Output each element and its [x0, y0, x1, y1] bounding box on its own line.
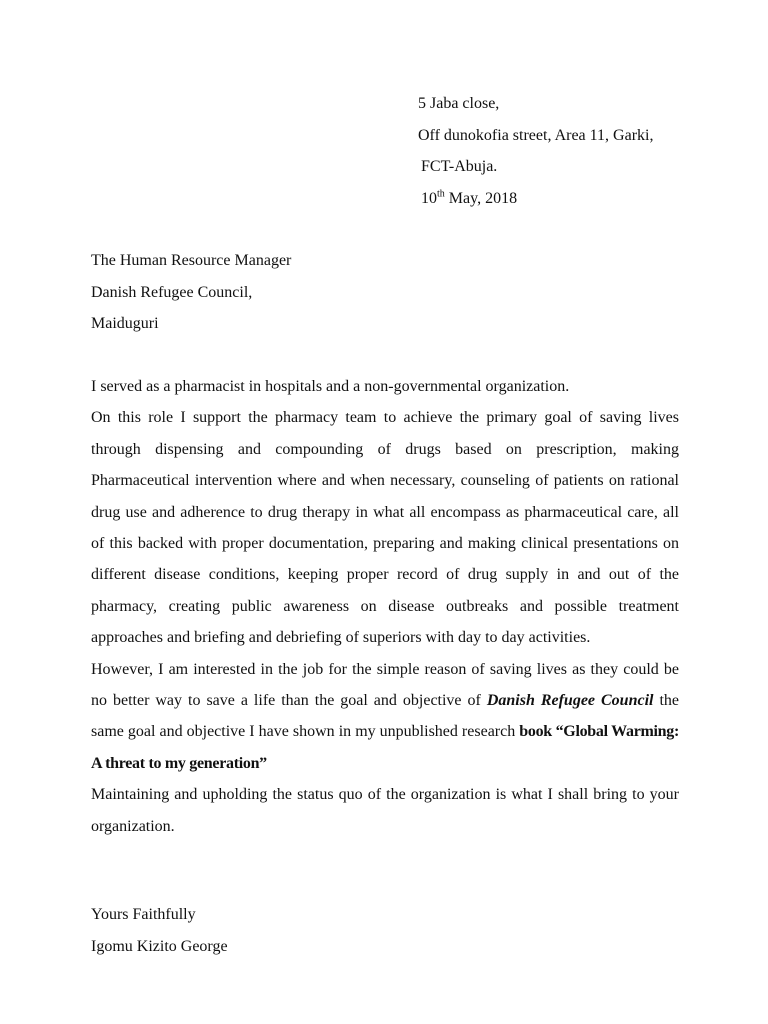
date-rest: May, 2018 [444, 189, 518, 207]
recipient-address [91, 249, 691, 344]
recipient-city: Maiduguri [91, 315, 159, 332]
date-day: 10 [421, 189, 437, 207]
paragraph-3-start: However, I am interested in the job for the simple reason of saving lives as they could be no better way to save a life than the goal and objective of [91, 660, 679, 710]
body-paragraph-4: Maintaining and upholding the status quo of the organization is what I shall bring to your organization. [91, 786, 679, 835]
body-paragraph-1: I served as a pharmacist in hospitals and a non-governmental organization. [91, 378, 570, 395]
address-line-1: 5 Jaba close, [418, 95, 500, 112]
paragraph-3-middle: the same goal and objective I have shown in my unpublished research [91, 692, 680, 741]
recipient-title: The Human Resource Manager [91, 252, 292, 269]
letter-closing [91, 903, 691, 966]
address-line-2: Off dunokofia street, Area 11, Garki, [418, 126, 654, 144]
book-title: book “Global Warming: A threat to my generation” [91, 723, 679, 772]
sender-address [418, 92, 748, 218]
body-paragraph-2: On this role I support the pharmacy team to achieve the primary goal of saving lives through dispensing and compounding of drugs based on prescription, making Pharmaceutical intervention where and when necessary, counseling of patients on rational drug use and adherence to drug therapy in what all encompass as pharmaceutical care, all of this backed with proper documentation, preparing and making clinical presentations on different disease conditions, keeping proper record of drug supply in and out of the pharmacy, creating public awareness on disease outbreaks and possible treatment approaches and briefing and debriefing of superiors with day to day activities. [91, 409, 679, 647]
letter-body [91, 371, 679, 842]
signer-name: Igomu Kizito George [91, 937, 228, 955]
date-suffix: th [437, 188, 445, 200]
body-paragraph-3 [91, 654, 679, 780]
recipient-organization: Danish Refugee Council, [91, 283, 253, 301]
letter-date [418, 187, 748, 219]
address-line-3: FCT-Abuja. [421, 158, 498, 175]
closing-salutation: Yours Faithfully [91, 906, 196, 923]
organization-name-emphasis: Danish Refugee Council [486, 692, 654, 710]
